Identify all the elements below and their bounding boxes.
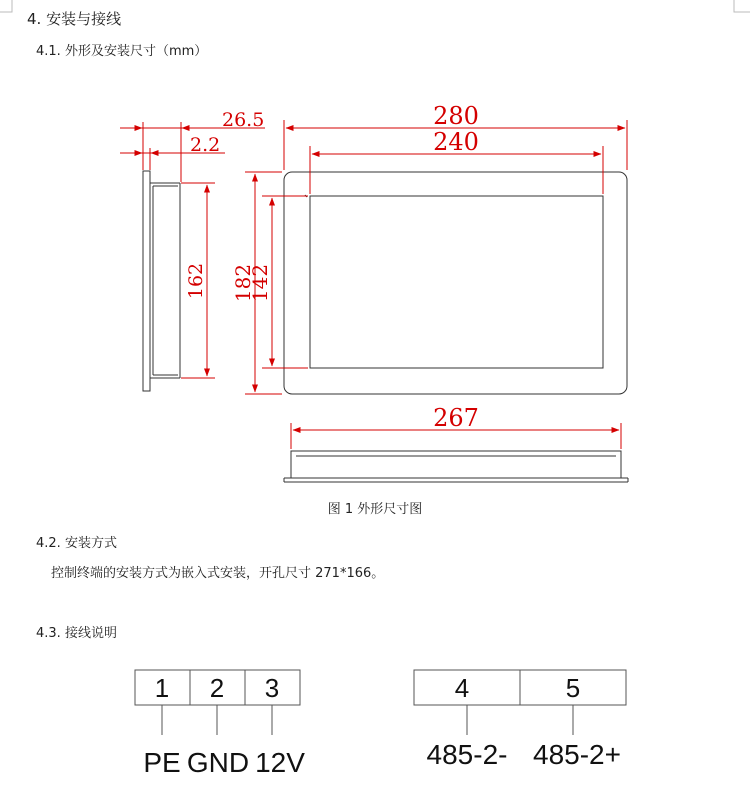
front-view (284, 172, 627, 394)
terminal-label-pe: PE (143, 747, 181, 778)
section-heading: 4. 安装与接线 (27, 10, 122, 28)
dim-side-height: 162 (185, 262, 207, 300)
dim-front-height: 182 (231, 263, 255, 303)
terminal-label-485-minus: 485-2- (426, 739, 508, 770)
dim-side-depth: 26.5 (222, 109, 265, 131)
wiring-heading: 4.3. 接线说明 (36, 626, 117, 641)
dim-front-screen-height: 142 (248, 263, 272, 303)
terminal-number-3: 3 (264, 673, 280, 703)
dim-side-bezel: 2.2 (190, 134, 221, 156)
mount-text: 控制终端的安装方式为嵌入式安装，开孔尺寸 271*166。 (51, 566, 385, 581)
terminal-number-4: 4 (454, 673, 470, 703)
dimensions-heading: 4.1. 外形及安装尺寸（mm） (36, 44, 208, 59)
terminal-diagram (0, 660, 750, 797)
terminal-number-5: 5 (565, 673, 581, 703)
bottom-view (284, 451, 628, 482)
terminal-number-2: 2 (209, 673, 225, 703)
terminal-label-485-plus: 485-2+ (533, 739, 621, 770)
mount-heading: 4.2. 安装方式 (36, 536, 117, 551)
dim-bottom-width: 267 (433, 404, 479, 432)
terminal-number-1: 1 (154, 673, 170, 703)
figure-caption: 图 1 外形尺寸图 (327, 502, 423, 517)
dim-front-width: 280 (433, 102, 479, 130)
terminal-label-gnd: GND (186, 747, 250, 778)
dim-front-screen-width: 240 (433, 128, 479, 156)
side-view (143, 171, 180, 391)
side-dims (120, 122, 265, 378)
terminal-label-12v: 12V (255, 747, 305, 778)
terminal-block-right (414, 670, 626, 735)
front-dims (245, 120, 627, 394)
